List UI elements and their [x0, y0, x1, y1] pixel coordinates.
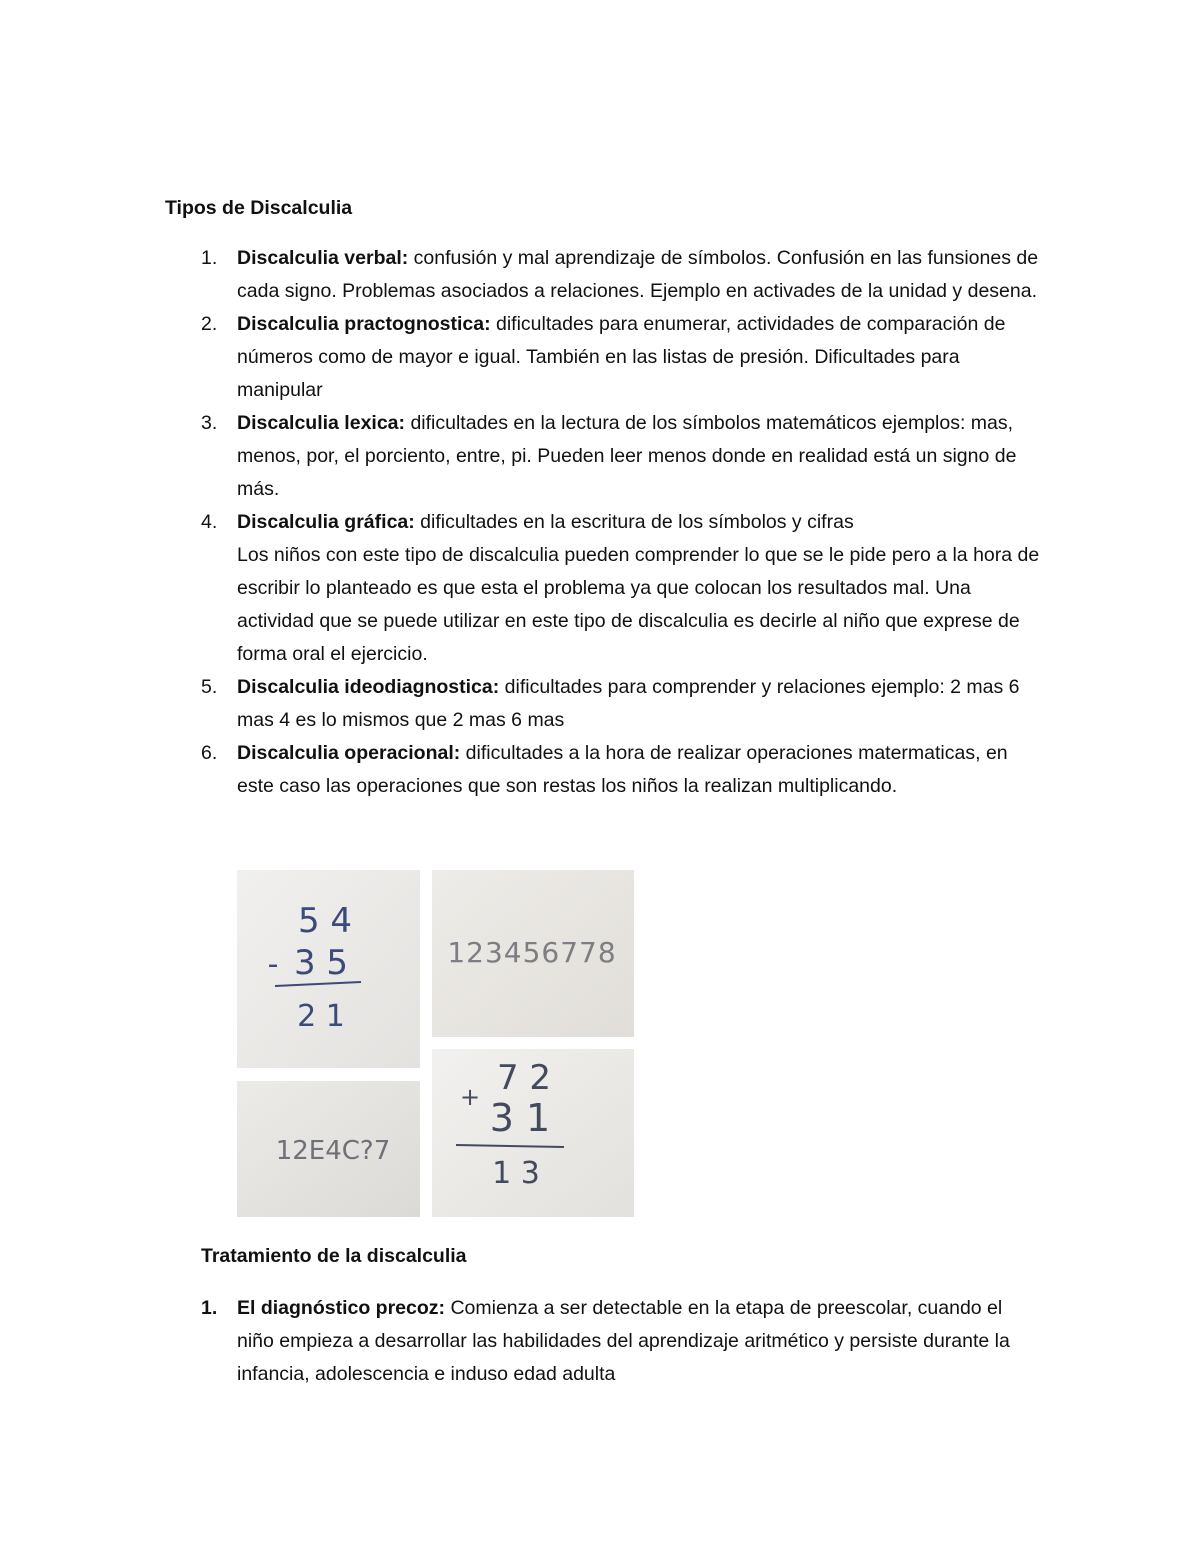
photo-text-sequence: 12E4C?7	[275, 1136, 391, 1166]
treatment-list	[0, 1292, 1040, 1391]
photo-text-sign: +	[459, 1083, 481, 1111]
item-number: 2.	[201, 313, 218, 335]
photo-addition-example	[432, 1049, 634, 1217]
list-item	[0, 671, 1040, 737]
item-number: 5.	[201, 676, 218, 698]
photo-subtraction-example	[237, 870, 420, 1068]
item-term: Discalculia operacional:	[237, 742, 461, 764]
section-heading-tratamiento: Tratamiento de la discalculia	[201, 1245, 467, 1267]
item-term: Discalculia practognostica:	[237, 313, 491, 335]
photo-sequence-example-2	[237, 1081, 420, 1217]
item-term: Discalculia verbal:	[237, 247, 409, 269]
item-number: 3.	[201, 412, 218, 434]
list-item	[0, 407, 1040, 506]
photo-text-sign: -	[267, 947, 279, 982]
item-text: dificultades en la escritura de los símbolos y cifras	[414, 511, 854, 533]
item-text: dificultades para comprender y relaciones ejemplo: 2 mas 6 mas 4 es lo mismos que 2 mas 6 mas	[237, 676, 1020, 731]
item-number: 1.	[201, 247, 218, 269]
item-term: Discalculia lexica:	[237, 412, 406, 434]
item-number: 1.	[201, 1297, 218, 1319]
photo-text-top: 5 4	[297, 901, 353, 941]
photo-text-sequence: 123456778	[447, 936, 617, 969]
photo-sequence-example-1	[432, 870, 634, 1037]
item-number: 4.	[201, 511, 218, 533]
photo-text-result: 1 3	[492, 1156, 540, 1191]
item-text: dificultades para enumerar, actividades de comparación de números como de mayor e igual. También en las listas de presión. Dificultades para manipular	[237, 313, 1006, 401]
list-item	[0, 308, 1040, 407]
list-item	[0, 1292, 1040, 1391]
item-term: Discalculia gráfica:	[237, 511, 415, 533]
photo-text-top: 7 2	[496, 1058, 552, 1098]
item-text: Comienza a ser detectable en la etapa de preescolar, cuando el niño empieza a desarrollar las habilidades del aprendizaje aritmético y persiste durante la infancia, adolescencia e induso edad adulta	[237, 1297, 1010, 1385]
photo-text-mid: 3 5	[293, 943, 349, 983]
item-term: Discalculia ideodiagnostica:	[237, 676, 500, 698]
list-item	[0, 242, 1040, 308]
item-text: confusión y mal aprendizaje de símbolos. Confusión en las funsiones de cada signo. Problemas asociados a relaciones. Ejemplo en activades de la unidad y desena.	[237, 247, 1039, 302]
item-text: dificultades a la hora de realizar operaciones matermaticas, en este caso las operaciones que son restas los niños la realizan multiplicando.	[237, 742, 1008, 797]
item-extra-text: Los niños con este tipo de discalculia pueden comprender lo que se le pide pero a la hora de escribir lo planteado es que esta el problema ya que colocan los resultados mal. Una actividad que se puede utilizar en este tipo de discalculia es decirle al niño que exprese de forma oral el ejercicio.	[237, 544, 1040, 665]
photo-text-mid: 3 1	[489, 1096, 551, 1140]
item-number: 6.	[201, 742, 218, 764]
discalculia-types-list	[0, 242, 1040, 803]
list-item	[0, 506, 1040, 671]
item-text: dificultades en la lectura de los símbolos matemáticos ejemplos: mas, menos, por, el porciento, entre, pi. Pueden leer menos donde en realidad está un signo de más.	[237, 412, 1017, 500]
photo-text-result: 2 1	[297, 999, 345, 1034]
section-heading-tipos: Tipos de Discalculia	[165, 197, 353, 219]
list-item	[0, 737, 1040, 803]
item-term: El diagnóstico precoz:	[237, 1297, 446, 1319]
